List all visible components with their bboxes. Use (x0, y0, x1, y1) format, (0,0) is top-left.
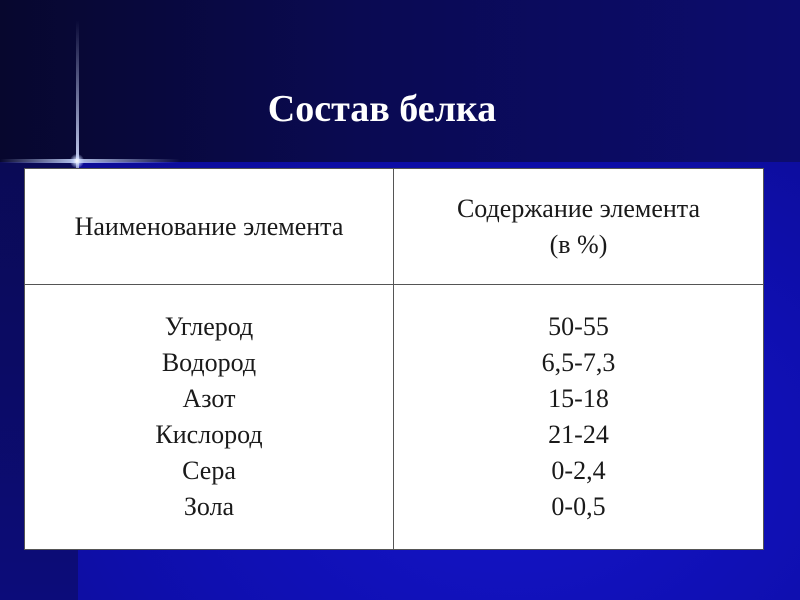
element-content-value: 15-18 (548, 384, 609, 413)
element-content-value: 50-55 (548, 312, 609, 341)
header-element-name (25, 169, 394, 285)
element-names-cell (25, 285, 394, 550)
element-name: Кислород (155, 420, 263, 449)
element-content-value: 0-0,5 (551, 492, 606, 521)
background-top-band (0, 0, 800, 162)
header-element-content-line-2: (в %) (549, 229, 608, 259)
light-flare-horizontal (0, 159, 180, 163)
element-name: Азот (182, 384, 236, 413)
composition-table (24, 168, 764, 550)
element-content-cell (394, 285, 764, 550)
header-element-content (394, 169, 764, 285)
element-name: Углерод (164, 312, 254, 341)
element-name: Сера (182, 456, 236, 485)
element-content-value: 21-24 (548, 420, 609, 449)
element-name: Водород (161, 348, 257, 377)
table-body-row (25, 285, 764, 550)
element-name: Зола (183, 492, 235, 521)
header-element-name-label: Наименование элемента (74, 211, 344, 241)
element-content-value: 0-2,4 (551, 456, 606, 485)
light-flare-center (70, 154, 84, 168)
element-content-value: 6,5-7,3 (541, 348, 616, 377)
slide-title: Состав белка (267, 88, 497, 130)
table-header-row (25, 169, 764, 285)
header-element-content-line-1: Содержание элемента (456, 193, 701, 223)
